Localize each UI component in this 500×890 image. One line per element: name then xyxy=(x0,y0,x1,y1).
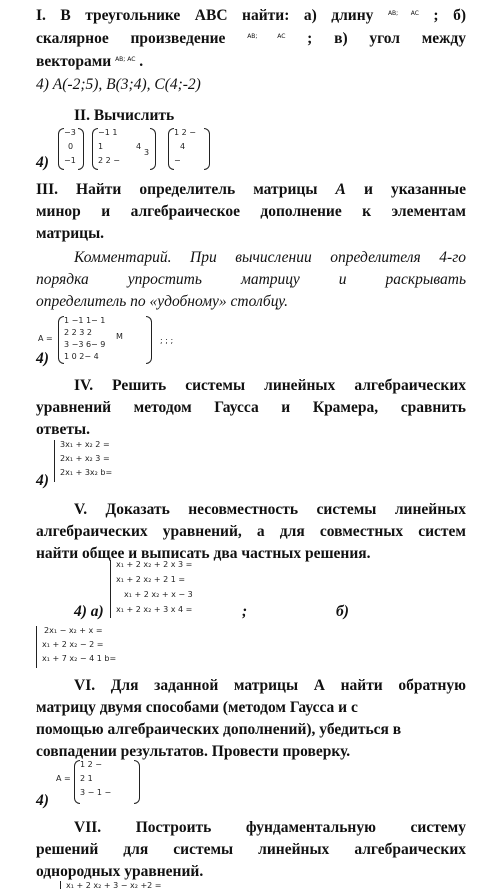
section-3-matrix: A = 1 −1 1− 1 2 2 3 2 3 −3 6− 9 1 0 2− 4 M ; ; ; xyxy=(38,316,238,364)
section-2-expression: −3 0 −1 −1 1 1 2 2 − 4 3 1 2 − 4 − xyxy=(58,128,238,172)
section-7-line-2: решений для системы линейных алгебраических xyxy=(36,841,466,858)
section-6-line-4: совпадении результатов. Провести проверку. xyxy=(36,743,351,760)
section-3-comment-2: порядка упростить матрицу и раскрывать xyxy=(36,271,466,288)
section-2-number: 4) xyxy=(36,154,49,171)
section-6-number: 4) xyxy=(36,792,49,809)
vector-notation: AB; AC xyxy=(247,33,286,40)
section-4-line-3: ответы. xyxy=(36,421,91,438)
section-5-line-1: V. Доказать несовместность системы линейных xyxy=(74,501,466,518)
section-1-task: 4) А(-2;5), B(3;4), C(4;-2) xyxy=(36,76,201,93)
section-3-line-3: матрицы. xyxy=(36,225,105,242)
section-3-line-1: III. Найти определитель матрицы A и указанные xyxy=(36,181,467,198)
section-6-matrix: A = 1 2 − 2 1 3 − 1 − xyxy=(56,760,176,804)
section-6-line-1: VI. Для заданной матрицы А найти обратную xyxy=(74,677,466,694)
section-4-line-2: уравнений методом Гаусса и Крамера, сравнить xyxy=(36,399,466,416)
vector-notation: AB; AC xyxy=(115,56,136,63)
section-2-title: II. Вычислить xyxy=(74,107,175,124)
vector-notation: AB; AC xyxy=(387,10,419,17)
section-5-number-b: б) xyxy=(336,603,349,620)
section-6-line-2: матрицу двумя способами (методом Гаусса и с xyxy=(36,699,358,716)
section-6-line-3: помощью алгебраических дополнений), убедиться в xyxy=(36,721,402,738)
section-4-line-1: IV. Решить системы линейных алгебраических xyxy=(74,377,466,394)
section-1-line-1: I. В треугольнике ABC найти: а) длину $^{AB; AC}$ ; б) xyxy=(36,7,466,24)
section-1-line-3: векторами $^{AB; AC}$ . xyxy=(36,53,144,70)
section-5-line-2: алгебраических уравнений, а для совместных систем xyxy=(36,523,466,540)
section-1-line-2: скалярное произведение $^{AB; AC}$ ; в) угол между xyxy=(36,30,467,47)
section-3-comment-1: Комментарий. При вычислении определителя 4-го xyxy=(74,249,466,266)
section-7-system: x₁ + 2 x₂ + 3 − x₂ +2 = xyxy=(60,881,220,889)
section-5-number-a: 4) а) xyxy=(74,603,104,620)
section-4-number: 4) xyxy=(36,472,49,489)
section-5-line-3: найти общее и выписать два частных решения. xyxy=(36,545,371,562)
section-3-number: 4) xyxy=(36,350,49,367)
section-5-system-b: 2x₁ − x₂ + x = x₁ + 2 x₂ − 2 = x₁ + 7 x₂ − 4 1 b= xyxy=(36,626,176,670)
section-5-separator: ; xyxy=(242,603,248,620)
section-3-comment-3: определитель по «удобному» столбцу. xyxy=(36,293,289,310)
section-4-system: 3x₁ + x₂ 2 = 2x₁ + x₂ 3 = 2x₁ + 3x₂ b= xyxy=(54,440,194,484)
section-5-system-a: x₁ + 2 x₂ + 2 x 3 = x₁ + 2 x₂ + 2 1 = x₁ + 2 x₂ + x − 3 x₁ + 2 x₂ + 3 x 4 = xyxy=(110,560,250,620)
section-7-line-1: VII. Построить фундаментальную систему xyxy=(74,819,466,836)
section-7-line-3: однородных уравнений. xyxy=(36,863,204,880)
section-3-line-2: минор и алгебраическое дополнение к элементам xyxy=(36,203,466,220)
